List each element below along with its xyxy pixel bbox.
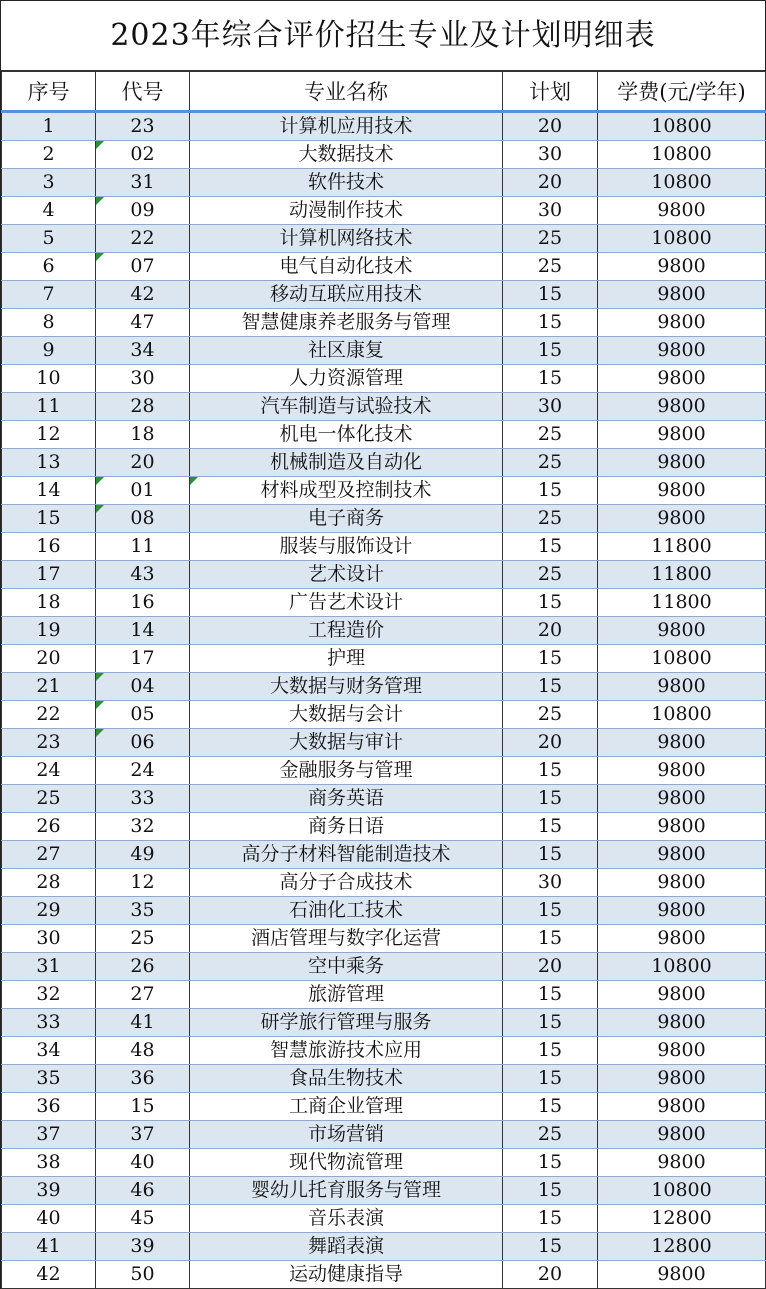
cell-plan[interactable]: 20 xyxy=(503,1261,598,1289)
cell-code[interactable]: 50 xyxy=(96,1261,190,1289)
cell-code[interactable]: 40 xyxy=(96,1149,190,1177)
cell-serial[interactable]: 35 xyxy=(2,1065,96,1093)
cell-major-name[interactable]: 动漫制作技术 xyxy=(190,197,503,225)
cell-plan[interactable]: 15 xyxy=(503,925,598,953)
cell-major-name[interactable]: 旅游管理 xyxy=(190,981,503,1009)
cell-serial[interactable]: 7 xyxy=(2,281,96,309)
text-number-flag-icon xyxy=(96,477,104,485)
table-row xyxy=(2,421,766,449)
cell-tuition[interactable]: 9800 xyxy=(598,981,766,1009)
cell-major-name[interactable]: 服装与服饰设计 xyxy=(190,533,503,561)
table-row xyxy=(2,869,766,897)
cell-code[interactable]: 02 xyxy=(96,141,190,169)
cell-tuition[interactable]: 9800 xyxy=(598,1121,766,1149)
cell-tuition[interactable]: 9800 xyxy=(598,757,766,785)
cell-code[interactable]: 06 xyxy=(96,729,190,757)
cell-plan[interactable]: 15 xyxy=(503,589,598,617)
cell-code[interactable]: 22 xyxy=(96,225,190,253)
table-row xyxy=(2,561,766,589)
cell-code[interactable]: 41 xyxy=(96,1009,190,1037)
cell-code[interactable]: 08 xyxy=(96,505,190,533)
cell-major-name[interactable]: 研学旅行管理与服务 xyxy=(190,1009,503,1037)
cell-plan[interactable]: 15 xyxy=(503,533,598,561)
cell-serial[interactable]: 39 xyxy=(2,1177,96,1205)
cell-major-name[interactable]: 智慧健康养老服务与管理 xyxy=(190,309,503,337)
cell-plan[interactable]: 20 xyxy=(503,953,598,981)
cell-code[interactable]: 47 xyxy=(96,309,190,337)
cell-tuition[interactable]: 9800 xyxy=(598,785,766,813)
table-row xyxy=(2,729,766,757)
text-number-flag-icon xyxy=(190,477,198,485)
cell-serial[interactable]: 25 xyxy=(2,785,96,813)
cell-plan[interactable]: 15 xyxy=(503,1233,598,1261)
cell-plan[interactable]: 15 xyxy=(503,1065,598,1093)
cell-serial[interactable]: 28 xyxy=(2,869,96,897)
table-row xyxy=(2,169,766,197)
cell-tuition[interactable]: 9800 xyxy=(598,477,766,505)
table-row xyxy=(2,673,766,701)
cell-serial[interactable]: 23 xyxy=(2,729,96,757)
cell-major-name[interactable]: 商务日语 xyxy=(190,813,503,841)
cell-serial[interactable]: 15 xyxy=(2,505,96,533)
cell-major-name[interactable]: 机械制造及自动化 xyxy=(190,449,503,477)
cell-tuition[interactable]: 9800 xyxy=(598,337,766,365)
cell-plan[interactable]: 25 xyxy=(503,1121,598,1149)
cell-tuition[interactable]: 9800 xyxy=(598,365,766,393)
cell-code[interactable]: 01 xyxy=(96,477,190,505)
cell-tuition[interactable]: 10800 xyxy=(598,1177,766,1205)
cell-code[interactable]: 35 xyxy=(96,897,190,925)
cell-serial[interactable]: 17 xyxy=(2,561,96,589)
table-row xyxy=(2,981,766,1009)
cell-tuition[interactable]: 11800 xyxy=(598,589,766,617)
table-row xyxy=(2,813,766,841)
cell-code[interactable]: 14 xyxy=(96,617,190,645)
cell-plan[interactable]: 25 xyxy=(503,421,598,449)
table-row xyxy=(2,953,766,981)
table-row xyxy=(2,533,766,561)
table-row xyxy=(2,477,766,505)
table-row xyxy=(2,617,766,645)
table-row xyxy=(2,841,766,869)
cell-serial[interactable]: 33 xyxy=(2,1009,96,1037)
cell-code[interactable]: 11 xyxy=(96,533,190,561)
text-number-flag-icon xyxy=(96,141,104,149)
text-number-flag-icon xyxy=(96,197,104,205)
cell-serial[interactable]: 38 xyxy=(2,1149,96,1177)
cell-tuition[interactable]: 9800 xyxy=(598,1037,766,1065)
cell-major-name[interactable]: 汽车制造与试验技术 xyxy=(190,393,503,421)
cell-major-name[interactable]: 市场营销 xyxy=(190,1121,503,1149)
table-row xyxy=(2,1149,766,1177)
cell-plan[interactable]: 15 xyxy=(503,813,598,841)
cell-serial[interactable]: 5 xyxy=(2,225,96,253)
table-row xyxy=(2,393,766,421)
cell-code[interactable]: 37 xyxy=(96,1121,190,1149)
cell-plan[interactable]: 25 xyxy=(503,701,598,729)
header-plan: 计划 xyxy=(503,72,598,112)
cell-serial[interactable]: 34 xyxy=(2,1037,96,1065)
cell-serial[interactable]: 24 xyxy=(2,757,96,785)
cell-code[interactable]: 25 xyxy=(96,925,190,953)
cell-tuition[interactable]: 9800 xyxy=(598,1261,766,1289)
text-number-flag-icon xyxy=(96,253,104,261)
cell-plan[interactable]: 30 xyxy=(503,197,598,225)
cell-code[interactable]: 32 xyxy=(96,813,190,841)
cell-serial[interactable]: 36 xyxy=(2,1093,96,1121)
cell-plan[interactable]: 15 xyxy=(503,477,598,505)
cell-plan[interactable]: 15 xyxy=(503,365,598,393)
cell-major-name[interactable]: 电子商务 xyxy=(190,505,503,533)
cell-serial[interactable]: 6 xyxy=(2,253,96,281)
cell-plan[interactable]: 30 xyxy=(503,869,598,897)
cell-serial[interactable]: 21 xyxy=(2,673,96,701)
table-row xyxy=(2,925,766,953)
cell-code[interactable]: 45 xyxy=(96,1205,190,1233)
cell-code[interactable]: 34 xyxy=(96,337,190,365)
cell-tuition[interactable]: 9800 xyxy=(598,1093,766,1121)
cell-plan[interactable]: 15 xyxy=(503,309,598,337)
cell-plan[interactable]: 15 xyxy=(503,673,598,701)
text-number-flag-icon xyxy=(96,505,104,513)
cell-serial[interactable]: 29 xyxy=(2,897,96,925)
cell-plan[interactable]: 25 xyxy=(503,505,598,533)
cell-plan[interactable]: 15 xyxy=(503,841,598,869)
table-row xyxy=(2,141,766,169)
cell-plan[interactable]: 25 xyxy=(503,449,598,477)
table-row xyxy=(2,225,766,253)
cell-major-name[interactable]: 大数据与财务管理 xyxy=(190,673,503,701)
cell-code[interactable]: 46 xyxy=(96,1177,190,1205)
cell-code[interactable]: 17 xyxy=(96,645,190,673)
table-row xyxy=(2,589,766,617)
cell-tuition[interactable]: 9800 xyxy=(598,309,766,337)
cell-code[interactable]: 27 xyxy=(96,981,190,1009)
cell-plan[interactable]: 30 xyxy=(503,393,598,421)
cell-code[interactable]: 07 xyxy=(96,253,190,281)
cell-serial[interactable]: 1 xyxy=(2,112,96,141)
major-plan-table xyxy=(1,71,766,1289)
cell-major-name[interactable]: 食品生物技术 xyxy=(190,1065,503,1093)
cell-major-name[interactable]: 软件技术 xyxy=(190,169,503,197)
table-body xyxy=(2,112,766,1289)
cell-tuition[interactable]: 10800 xyxy=(598,953,766,981)
cell-plan[interactable]: 15 xyxy=(503,1009,598,1037)
cell-serial[interactable]: 40 xyxy=(2,1205,96,1233)
cell-major-name[interactable]: 运动健康指导 xyxy=(190,1261,503,1289)
table-row xyxy=(2,1261,766,1289)
cell-code[interactable]: 09 xyxy=(96,197,190,225)
cell-major-name[interactable]: 商务英语 xyxy=(190,785,503,813)
table-row xyxy=(2,1121,766,1149)
table-row xyxy=(2,197,766,225)
cell-plan[interactable]: 15 xyxy=(503,1037,598,1065)
cell-tuition[interactable]: 9800 xyxy=(598,841,766,869)
cell-serial[interactable]: 12 xyxy=(2,421,96,449)
cell-tuition[interactable]: 9800 xyxy=(598,505,766,533)
cell-major-name[interactable]: 材料成型及控制技术 xyxy=(190,477,503,505)
cell-major-name[interactable]: 婴幼儿托育服务与管理 xyxy=(190,1177,503,1205)
table-row xyxy=(2,1177,766,1205)
cell-major-name[interactable]: 石油化工技术 xyxy=(190,897,503,925)
cell-code[interactable]: 20 xyxy=(96,449,190,477)
sheet-title: 2023年综合评价招生专业及计划明细表 xyxy=(1,1,765,71)
cell-major-name[interactable]: 大数据与审计 xyxy=(190,729,503,757)
header-major-name: 专业名称 xyxy=(190,72,503,112)
cell-tuition[interactable]: 11800 xyxy=(598,561,766,589)
cell-tuition[interactable]: 9800 xyxy=(598,1065,766,1093)
cell-serial[interactable]: 9 xyxy=(2,337,96,365)
cell-major-name[interactable]: 大数据技术 xyxy=(190,141,503,169)
cell-tuition[interactable]: 9800 xyxy=(598,421,766,449)
table-row xyxy=(2,112,766,141)
cell-major-name[interactable]: 移动互联应用技术 xyxy=(190,281,503,309)
cell-serial[interactable]: 3 xyxy=(2,169,96,197)
table-row xyxy=(2,1205,766,1233)
cell-plan[interactable]: 20 xyxy=(503,112,598,141)
cell-major-name[interactable]: 智慧旅游技术应用 xyxy=(190,1037,503,1065)
header-serial: 序号 xyxy=(2,72,96,112)
cell-serial[interactable]: 14 xyxy=(2,477,96,505)
table-row xyxy=(2,505,766,533)
cell-tuition[interactable]: 10800 xyxy=(598,141,766,169)
cell-major-name[interactable]: 计算机网络技术 xyxy=(190,225,503,253)
cell-serial[interactable]: 20 xyxy=(2,645,96,673)
table-row xyxy=(2,1037,766,1065)
cell-plan[interactable]: 15 xyxy=(503,1205,598,1233)
cell-tuition[interactable]: 10800 xyxy=(598,701,766,729)
cell-serial[interactable]: 2 xyxy=(2,141,96,169)
cell-major-name[interactable]: 机电一体化技术 xyxy=(190,421,503,449)
cell-plan[interactable]: 15 xyxy=(503,337,598,365)
cell-code[interactable]: 30 xyxy=(96,365,190,393)
text-number-flag-icon xyxy=(96,729,104,737)
cell-code[interactable]: 39 xyxy=(96,1233,190,1261)
cell-serial[interactable]: 19 xyxy=(2,617,96,645)
cell-tuition[interactable]: 11800 xyxy=(598,533,766,561)
cell-tuition[interactable]: 9800 xyxy=(598,1149,766,1177)
cell-plan[interactable]: 15 xyxy=(503,645,598,673)
cell-tuition[interactable]: 9800 xyxy=(598,393,766,421)
cell-tuition[interactable]: 10800 xyxy=(598,169,766,197)
table-row xyxy=(2,253,766,281)
cell-major-name[interactable]: 音乐表演 xyxy=(190,1205,503,1233)
cell-plan[interactable]: 25 xyxy=(503,253,598,281)
table-row xyxy=(2,309,766,337)
cell-code[interactable]: 12 xyxy=(96,869,190,897)
cell-tuition[interactable]: 9800 xyxy=(598,1009,766,1037)
cell-serial[interactable]: 8 xyxy=(2,309,96,337)
cell-major-name[interactable]: 高分子材料智能制造技术 xyxy=(190,841,503,869)
cell-code[interactable]: 24 xyxy=(96,757,190,785)
cell-tuition[interactable]: 9800 xyxy=(598,617,766,645)
cell-serial[interactable]: 32 xyxy=(2,981,96,1009)
cell-tuition[interactable]: 9800 xyxy=(598,925,766,953)
cell-plan[interactable]: 15 xyxy=(503,897,598,925)
cell-code[interactable]: 18 xyxy=(96,421,190,449)
cell-code[interactable]: 48 xyxy=(96,1037,190,1065)
cell-code[interactable]: 36 xyxy=(96,1065,190,1093)
table-row xyxy=(2,337,766,365)
cell-plan[interactable]: 15 xyxy=(503,981,598,1009)
table-row xyxy=(2,785,766,813)
cell-major-name[interactable]: 舞蹈表演 xyxy=(190,1233,503,1261)
cell-code[interactable]: 16 xyxy=(96,589,190,617)
cell-serial[interactable]: 42 xyxy=(2,1261,96,1289)
cell-code[interactable]: 28 xyxy=(96,393,190,421)
cell-serial[interactable]: 13 xyxy=(2,449,96,477)
cell-serial[interactable]: 10 xyxy=(2,365,96,393)
cell-tuition[interactable]: 9800 xyxy=(598,197,766,225)
header-tuition: 学费(元/学年) xyxy=(598,72,766,112)
cell-serial[interactable]: 30 xyxy=(2,925,96,953)
cell-serial[interactable]: 31 xyxy=(2,953,96,981)
cell-tuition[interactable]: 10800 xyxy=(598,645,766,673)
text-number-flag-icon xyxy=(96,673,104,681)
cell-major-name[interactable]: 大数据与会计 xyxy=(190,701,503,729)
cell-tuition[interactable]: 9800 xyxy=(598,281,766,309)
cell-code[interactable]: 04 xyxy=(96,673,190,701)
cell-serial[interactable]: 18 xyxy=(2,589,96,617)
table-row xyxy=(2,1233,766,1261)
cell-major-name[interactable]: 酒店管理与数字化运营 xyxy=(190,925,503,953)
cell-tuition[interactable]: 9800 xyxy=(598,869,766,897)
cell-major-name[interactable]: 人力资源管理 xyxy=(190,365,503,393)
cell-tuition[interactable]: 9800 xyxy=(598,449,766,477)
cell-code[interactable]: 05 xyxy=(96,701,190,729)
cell-tuition[interactable]: 9800 xyxy=(598,253,766,281)
cell-plan[interactable]: 15 xyxy=(503,757,598,785)
cell-major-name[interactable]: 护理 xyxy=(190,645,503,673)
cell-serial[interactable]: 4 xyxy=(2,197,96,225)
cell-serial[interactable]: 11 xyxy=(2,393,96,421)
cell-plan[interactable]: 20 xyxy=(503,729,598,757)
cell-tuition[interactable]: 10800 xyxy=(598,112,766,141)
table-row xyxy=(2,1065,766,1093)
cell-tuition[interactable]: 9800 xyxy=(598,897,766,925)
cell-major-name[interactable]: 空中乘务 xyxy=(190,953,503,981)
cell-serial[interactable]: 26 xyxy=(2,813,96,841)
cell-major-name[interactable]: 工商企业管理 xyxy=(190,1093,503,1121)
cell-tuition[interactable]: 10800 xyxy=(598,225,766,253)
cell-plan[interactable]: 25 xyxy=(503,225,598,253)
cell-plan[interactable]: 20 xyxy=(503,617,598,645)
cell-major-name[interactable]: 艺术设计 xyxy=(190,561,503,589)
cell-major-name[interactable]: 工程造价 xyxy=(190,617,503,645)
cell-plan[interactable]: 20 xyxy=(503,169,598,197)
cell-code[interactable]: 42 xyxy=(96,281,190,309)
header-code: 代号 xyxy=(96,72,190,112)
table-row xyxy=(2,281,766,309)
cell-code[interactable]: 33 xyxy=(96,785,190,813)
cell-serial[interactable]: 41 xyxy=(2,1233,96,1261)
cell-serial[interactable]: 27 xyxy=(2,841,96,869)
cell-major-name[interactable]: 社区康复 xyxy=(190,337,503,365)
cell-plan[interactable]: 15 xyxy=(503,281,598,309)
header-row xyxy=(2,72,766,112)
cell-major-name[interactable]: 电气自动化技术 xyxy=(190,253,503,281)
table-row xyxy=(2,897,766,925)
text-number-flag-icon xyxy=(96,701,104,709)
cell-major-name[interactable]: 广告艺术设计 xyxy=(190,589,503,617)
cell-major-name[interactable]: 金融服务与管理 xyxy=(190,757,503,785)
cell-plan[interactable]: 15 xyxy=(503,1149,598,1177)
cell-code[interactable]: 26 xyxy=(96,953,190,981)
table-row xyxy=(2,1093,766,1121)
cell-plan[interactable]: 15 xyxy=(503,1093,598,1121)
cell-code[interactable]: 23 xyxy=(96,112,190,141)
cell-major-name[interactable]: 现代物流管理 xyxy=(190,1149,503,1177)
table-row xyxy=(2,757,766,785)
cell-serial[interactable]: 16 xyxy=(2,533,96,561)
cell-tuition[interactable]: 9800 xyxy=(598,673,766,701)
cell-tuition[interactable]: 12800 xyxy=(598,1205,766,1233)
cell-code[interactable]: 43 xyxy=(96,561,190,589)
cell-tuition[interactable]: 9800 xyxy=(598,813,766,841)
table-row xyxy=(2,1009,766,1037)
cell-serial[interactable]: 37 xyxy=(2,1121,96,1149)
cell-plan[interactable]: 25 xyxy=(503,561,598,589)
cell-tuition[interactable]: 9800 xyxy=(598,729,766,757)
cell-tuition[interactable]: 12800 xyxy=(598,1233,766,1261)
table-row xyxy=(2,645,766,673)
table-row xyxy=(2,449,766,477)
cell-code[interactable]: 15 xyxy=(96,1093,190,1121)
cell-major-name[interactable]: 计算机应用技术 xyxy=(190,112,503,141)
cell-plan[interactable]: 30 xyxy=(503,141,598,169)
cell-code[interactable]: 49 xyxy=(96,841,190,869)
cell-major-name[interactable]: 高分子合成技术 xyxy=(190,869,503,897)
cell-serial[interactable]: 22 xyxy=(2,701,96,729)
cell-code[interactable]: 31 xyxy=(96,169,190,197)
cell-plan[interactable]: 15 xyxy=(503,785,598,813)
table-row xyxy=(2,701,766,729)
table-row xyxy=(2,365,766,393)
cell-plan[interactable]: 15 xyxy=(503,1177,598,1205)
